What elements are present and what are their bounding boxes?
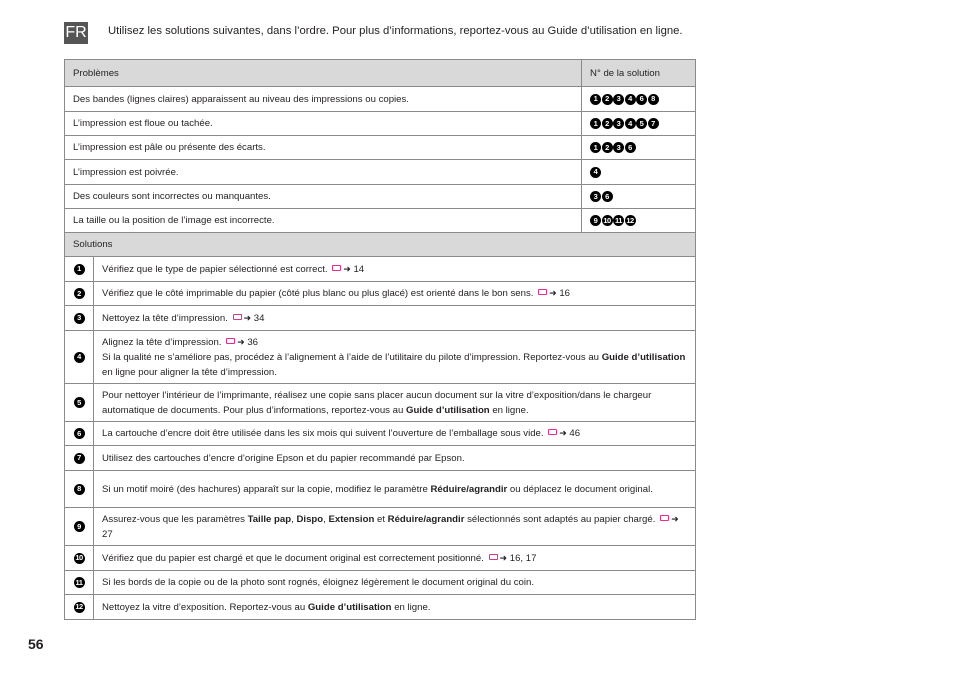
problems-header-row — [65, 60, 696, 87]
solution-row — [65, 282, 696, 306]
problem-text: L’impression est pâle ou présente des écarts. — [65, 136, 582, 160]
problems-header: Problèmes — [65, 60, 582, 87]
problem-solution-numbers — [582, 87, 696, 112]
solution-number-icon: 3 — [613, 94, 624, 105]
text-segment: 27 — [102, 528, 113, 540]
solution-number — [65, 306, 94, 331]
text-segment: Si les bords de la copie ou de la photo sont rognés, éloignez légèrement le document original du coin. — [102, 577, 534, 588]
solution-number-icon: 3 — [590, 191, 601, 202]
problem-text: L’impression est poivrée. — [65, 160, 582, 185]
problem-solution-numbers — [582, 136, 696, 160]
solution-number — [65, 595, 94, 620]
solution-row — [65, 331, 696, 384]
solution-number-icon: 4 — [74, 352, 85, 363]
solution-row — [65, 595, 696, 620]
book-icon — [538, 289, 547, 295]
solution-number-icon: 5 — [74, 397, 85, 408]
text-segment: en ligne pour aligner la tête d’impression. — [102, 366, 277, 378]
solution-text — [94, 282, 696, 306]
bold-text: Extension — [328, 513, 375, 525]
solution-row — [65, 422, 696, 446]
bold-text: Taille pap — [247, 513, 292, 525]
solution-text — [94, 331, 696, 384]
solution-number-icon: 4 — [625, 94, 636, 105]
solution-number-icon: 6 — [636, 94, 647, 105]
text-segment: 14 — [350, 263, 365, 275]
solution-number-icon: 7 — [648, 118, 659, 129]
book-icon — [332, 265, 341, 271]
text-segment: 16 — [556, 288, 570, 299]
solution-row — [65, 446, 696, 471]
solution-text — [94, 546, 696, 571]
solution-text — [94, 422, 696, 446]
page-number: 56 — [28, 636, 44, 652]
solution-number-icon: 4 — [625, 118, 636, 129]
solution-number-icon: 2 — [602, 118, 613, 129]
book-icon — [548, 429, 557, 435]
text-segment: ou déplacez le document original. — [507, 483, 653, 495]
solutions-header-row — [65, 233, 696, 257]
book-icon — [226, 338, 235, 344]
book-icon — [489, 554, 498, 560]
solution-number-icon: 12 — [626, 215, 634, 225]
text-segment: en ligne. — [391, 601, 431, 613]
text-segment: Nettoyez la vitre d’exposition. Reportez-vous au — [102, 601, 308, 613]
solution-number — [65, 546, 94, 571]
solution-number-icon: 6 — [74, 428, 85, 439]
text-segment: et — [374, 513, 388, 525]
solution-number-icon: 1 — [590, 94, 601, 105]
text-segment: Pour nettoyer l’intérieur de l’imprimante, réalisez une copie sans placer aucun document sur la vitre d’exposition/dans le chargeur automatique de documents. Pour plus d’informations, reportez-vous au — [102, 389, 652, 416]
problem-text: L’impression est floue ou tachée. — [65, 112, 582, 136]
solution-number-header: N° de la solution — [582, 60, 696, 87]
solution-number — [65, 471, 94, 508]
solution-number — [65, 446, 94, 471]
solution-row — [65, 471, 696, 508]
solution-row — [65, 257, 696, 282]
bold-text: Dispo — [296, 513, 324, 525]
problem-row — [65, 87, 696, 112]
solution-number-icon: 1 — [590, 118, 601, 129]
solution-row — [65, 546, 696, 571]
solution-row — [65, 508, 696, 546]
arrow-icon: ➜ — [343, 263, 351, 274]
solution-number-icon: 1 — [590, 142, 601, 153]
bold-text: Guide d’utilisation — [307, 601, 392, 613]
text-segment: Nettoyez la tête d’impression. — [102, 312, 231, 324]
bold-text: Réduire/agrandir — [430, 483, 508, 495]
solution-row — [65, 571, 696, 595]
solution-text — [94, 571, 696, 595]
text-segment: 16, 17 — [507, 552, 537, 564]
solution-number-icon: 11 — [613, 215, 624, 226]
arrow-icon: ➜ — [237, 336, 245, 347]
solution-number — [65, 331, 94, 384]
problem-text: Des bandes (lignes claires) apparaissent au niveau des impressions ou copies. — [65, 87, 582, 112]
solution-number-icon: 6 — [625, 142, 636, 153]
solution-number — [65, 257, 94, 282]
solution-number-icon: 5 — [636, 118, 647, 129]
problem-solution-numbers — [582, 209, 696, 233]
troubleshooting-table — [64, 59, 696, 620]
solution-number-icon: 10 — [603, 215, 611, 225]
solution-row — [65, 306, 696, 331]
text-segment: La cartouche d’encre doit être utilisée dans les six mois qui suivent l’ouverture de l’emballage sous vide. — [102, 428, 547, 439]
solution-number-icon: 12 — [75, 602, 83, 612]
solution-number-icon: 1 — [74, 264, 85, 275]
problem-solution-numbers — [582, 160, 696, 185]
solution-text — [94, 471, 696, 508]
bold-text: Réduire/agrandir — [387, 513, 465, 525]
text-segment: Vérifiez que le côté imprimable du papier (côté plus blanc ou plus glacé) est orienté dans le bon sens. — [102, 288, 537, 299]
solutions-header: Solutions — [65, 233, 696, 257]
text-segment: 34 — [251, 312, 265, 324]
problem-row — [65, 112, 696, 136]
bold-text: Guide d’utilisation — [405, 404, 490, 416]
solution-text — [94, 384, 696, 422]
problem-text: Des couleurs sont incorrectes ou manquantes. — [65, 185, 582, 209]
text-segment: Utilisez des cartouches d’encre d’origine Epson et du papier recommandé par Epson. — [102, 452, 465, 464]
text-segment: Assurez-vous que les paramètres — [102, 513, 248, 525]
arrow-icon: ➜ — [671, 513, 679, 524]
solution-number-icon: 9 — [74, 521, 85, 532]
solution-number-icon: 8 — [648, 94, 659, 105]
solution-number-icon: 2 — [602, 94, 613, 105]
solution-number-icon: 9 — [590, 215, 601, 226]
text-segment: sélectionnés sont adaptés au papier chargé. — [464, 513, 659, 525]
solution-number-icon: 10 — [75, 553, 83, 563]
solution-number — [65, 422, 94, 446]
arrow-icon: ➜ — [559, 428, 567, 438]
text-segment: Vérifiez que du papier est chargé et que le document original est correctement positionné. — [102, 552, 487, 564]
solution-row — [65, 384, 696, 422]
text-segment: Alignez la tête d’impression. — [102, 336, 225, 348]
arrow-icon: ➜ — [549, 288, 557, 298]
solution-number-icon: 3 — [74, 313, 85, 324]
book-icon — [660, 515, 669, 521]
text-segment: , — [323, 513, 329, 525]
bold-text: Guide d’utilisation — [601, 351, 686, 363]
problem-text: La taille ou la position de l’image est incorrecte. — [65, 209, 582, 233]
text-segment: 46 — [566, 428, 581, 439]
solution-number — [65, 282, 94, 306]
arrow-icon: ➜ — [243, 312, 252, 323]
solution-number-icon: 3 — [613, 142, 624, 153]
text-segment: 36 — [244, 336, 259, 348]
solution-number — [65, 571, 94, 595]
problem-solution-numbers — [582, 185, 696, 209]
problem-row — [65, 185, 696, 209]
text-segment: Si la qualité ne s’améliore pas, procédez à l’alignement à l’aide de l’utilitaire du pilote d’impression. Reportez-vous au — [102, 351, 602, 363]
text-segment: en ligne. — [489, 404, 529, 416]
problem-solution-numbers — [582, 112, 696, 136]
solution-number — [65, 508, 94, 546]
problem-row — [65, 160, 696, 185]
solution-text — [94, 595, 696, 620]
solution-number-icon: 11 — [74, 577, 85, 588]
problem-row — [65, 136, 696, 160]
solution-text — [94, 257, 696, 282]
solution-text — [94, 446, 696, 471]
solution-number-icon: 2 — [602, 142, 613, 153]
language-badge: FR — [64, 22, 88, 44]
solution-text — [94, 306, 696, 331]
book-icon — [233, 314, 242, 320]
solution-text — [94, 508, 696, 546]
solution-number — [65, 384, 94, 422]
text-segment: Si un motif moiré (des hachures) apparaît sur la copie, modifiez le paramètre — [102, 483, 431, 495]
solution-number-icon: 4 — [590, 167, 601, 178]
arrow-icon: ➜ — [499, 552, 508, 563]
text-segment: , — [291, 513, 297, 525]
solution-number-icon: 8 — [74, 484, 85, 495]
solution-number-icon: 2 — [74, 288, 85, 299]
solution-number-icon: 6 — [602, 191, 613, 202]
solution-number-icon: 7 — [74, 453, 85, 464]
problem-row — [65, 209, 696, 233]
solution-number-icon: 3 — [613, 118, 624, 129]
intro-text: Utilisez les solutions suivantes, dans l’ordre. Pour plus d’informations, reportez-vous au Guide d’utilisation en ligne. — [108, 25, 683, 37]
text-segment: Vérifiez que le type de papier sélectionné est correct. — [102, 263, 331, 275]
